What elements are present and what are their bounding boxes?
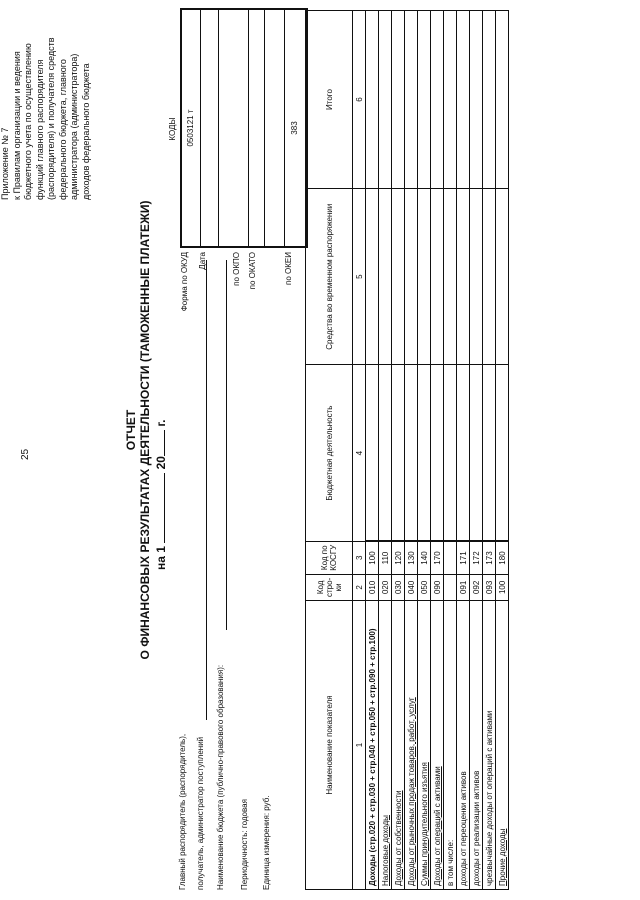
row-total xyxy=(444,11,457,189)
table-row xyxy=(431,11,444,890)
table-row xyxy=(366,11,379,890)
row-budget-activity xyxy=(392,365,405,541)
row-kosgu-code: 172 xyxy=(470,541,483,574)
table-row xyxy=(457,11,470,890)
row-name: Доходы от операций с активами xyxy=(431,600,444,889)
row-kosgu-code: 173 xyxy=(483,541,496,574)
okato-label: по ОКАТО xyxy=(248,252,257,290)
row-total xyxy=(379,11,392,189)
column-index-row xyxy=(353,11,366,890)
row-temp-funds xyxy=(483,188,496,364)
row-budget-activity xyxy=(405,365,418,541)
row-total xyxy=(405,11,418,189)
row-kosgu-code xyxy=(444,541,457,574)
row-kosgu-code: 120 xyxy=(392,541,405,574)
table-body xyxy=(366,11,509,890)
appendix-line: бюджетного учета по осуществлению xyxy=(23,43,33,200)
appendix-line: федерального бюджета, главного xyxy=(57,59,68,200)
col-index: 2 xyxy=(353,574,366,600)
row-temp-funds xyxy=(457,188,470,364)
codes-block xyxy=(168,10,306,248)
row-name: доходы от переоценки активов xyxy=(457,600,470,889)
row-temp-funds xyxy=(366,188,379,364)
row-name: чрезвычайные доходы от операций с активами xyxy=(483,600,496,889)
okato-value xyxy=(248,10,265,246)
row-temp-funds xyxy=(496,188,509,364)
period-suffix: г. xyxy=(154,419,168,427)
row-line-code: 091 xyxy=(457,574,470,600)
table-row xyxy=(379,11,392,890)
row-line-code: 050 xyxy=(418,574,431,600)
chief-administrator-label: Главный распорядитель (распорядитель), xyxy=(178,733,187,890)
header-kosgu-code: Код по КОСГУ xyxy=(306,541,353,574)
table-row xyxy=(392,11,405,890)
row-name: Налоговые доходы xyxy=(379,600,392,889)
okpo-value xyxy=(232,10,249,246)
row-total xyxy=(483,11,496,189)
empty-code-value xyxy=(264,10,285,246)
budget-name-line xyxy=(226,260,227,630)
appendix-line: к Правилам организации и ведения xyxy=(11,51,22,200)
row-budget-activity xyxy=(366,365,379,541)
row-budget-activity xyxy=(418,365,431,541)
header-line-code: Код стро-ки xyxy=(306,574,353,600)
row-budget-activity xyxy=(431,365,444,541)
row-budget-activity xyxy=(470,365,483,541)
page-number: 25 xyxy=(20,448,31,460)
row-line-code: 010 xyxy=(366,574,379,600)
row-temp-funds xyxy=(470,188,483,364)
okei-value: 383 xyxy=(290,121,299,135)
row-budget-activity xyxy=(496,365,509,541)
header-temp-funds: Средства во временном распоряжении xyxy=(306,188,353,364)
row-kosgu-code: 140 xyxy=(418,541,431,574)
row-name: Прочие доходы xyxy=(496,600,509,889)
row-kosgu-code: 170 xyxy=(431,541,444,574)
budget-name-label: Наименование бюджета (публично-правового образования): xyxy=(216,664,225,890)
codes-header: КОДЫ xyxy=(168,117,177,141)
period-prefix: на 1 xyxy=(154,546,168,570)
period-year-prefix: 20 xyxy=(154,456,168,470)
col-index: 6 xyxy=(353,11,366,189)
row-line-code: 090 xyxy=(431,574,444,600)
row-line-code: 020 xyxy=(379,574,392,600)
appendix-line: функций главного распорядителя xyxy=(34,59,45,200)
header-name: Наименование показателя xyxy=(306,600,353,889)
col-index: 4 xyxy=(353,365,366,541)
row-temp-funds xyxy=(444,188,457,364)
col-index: 5 xyxy=(353,188,366,364)
row-line-code: 093 xyxy=(483,574,496,600)
row-name: в том числе: xyxy=(444,600,457,889)
report-period xyxy=(153,420,168,570)
appendix-line: (распорядителя) и получателя средств xyxy=(46,37,56,200)
okud-value: 0503121 т xyxy=(182,10,201,246)
header-budget-activity: Бюджетная деятельность xyxy=(306,365,353,541)
row-total xyxy=(392,11,405,189)
row-budget-activity xyxy=(483,365,496,541)
period-day-month-blank xyxy=(153,473,165,543)
appendix-line: администратора (администратора) xyxy=(69,53,79,200)
row-kosgu-code: 110 xyxy=(379,541,392,574)
row-name: Доходы от собственности xyxy=(392,600,405,889)
row-line-code: 100 xyxy=(496,574,509,600)
row-kosgu-code: 130 xyxy=(405,541,418,574)
report-subtitle: О ФИНАНСОВЫХ РЕЗУЛЬТАТАХ ДЕЯТЕЛЬНОСТИ (ТАМОЖЕННЫЕ ПЛАТЕЖИ) xyxy=(138,200,152,660)
row-budget-activity xyxy=(444,365,457,541)
row-name: Доходы (стр.020 + стр.030 + стр.040 + стр.050 + стр.090 + стр.100) xyxy=(366,600,379,889)
row-total xyxy=(457,11,470,189)
row-temp-funds xyxy=(379,188,392,364)
row-line-code: 030 xyxy=(392,574,405,600)
table-row xyxy=(418,11,431,890)
period-year-blank xyxy=(153,430,165,456)
report-title: ОТЧЕТ xyxy=(124,409,138,451)
appendix-line: доходов федерального бюджета xyxy=(80,63,91,200)
row-budget-activity xyxy=(379,365,392,541)
row-temp-funds xyxy=(418,188,431,364)
col-index: 1 xyxy=(353,600,366,889)
table-row xyxy=(470,11,483,890)
row-temp-funds xyxy=(405,188,418,364)
header-total: Итого xyxy=(306,11,353,189)
table-header-row xyxy=(306,11,353,890)
row-total xyxy=(431,11,444,189)
okud-label: Форма по ОКУД xyxy=(180,252,189,312)
row-total xyxy=(496,11,509,189)
row-kosgu-code: 100 xyxy=(366,541,379,574)
row-name: доходы от реализации активов xyxy=(470,600,483,889)
row-budget-activity xyxy=(457,365,470,541)
row-name: Доходы от рыночных продаж товаров, работ, услуг xyxy=(405,600,418,889)
row-line-code: 040 xyxy=(405,574,418,600)
unit-label: Единица измерения: руб. xyxy=(262,795,271,890)
recipient-label: получатель, администратор поступлений xyxy=(196,736,205,890)
row-line-code: 092 xyxy=(470,574,483,600)
okpo-label: по ОКПО xyxy=(232,252,241,286)
row-total xyxy=(470,11,483,189)
results-table xyxy=(305,10,509,890)
row-line-code xyxy=(444,574,457,600)
row-temp-funds xyxy=(392,188,405,364)
date-label: Дата xyxy=(198,252,207,270)
row-kosgu-code: 171 xyxy=(457,541,470,574)
row-kosgu-code: 180 xyxy=(496,541,509,574)
row-total xyxy=(366,11,379,189)
row-name: Суммы принудительного изъятия xyxy=(418,600,431,889)
row-temp-funds xyxy=(431,188,444,364)
date-value xyxy=(200,10,219,246)
row-total xyxy=(418,11,431,189)
col-index: 3 xyxy=(353,541,366,574)
appendix-note xyxy=(0,10,92,200)
table-row xyxy=(444,11,457,890)
periodicity-label: Периодичность: годовая xyxy=(240,799,249,890)
table-row xyxy=(483,11,496,890)
codes-box xyxy=(180,8,308,248)
okei-label: по ОКЕИ xyxy=(284,252,293,285)
table-row xyxy=(496,11,509,890)
appendix-line: Приложение № 7 xyxy=(0,127,10,200)
table-row xyxy=(405,11,418,890)
